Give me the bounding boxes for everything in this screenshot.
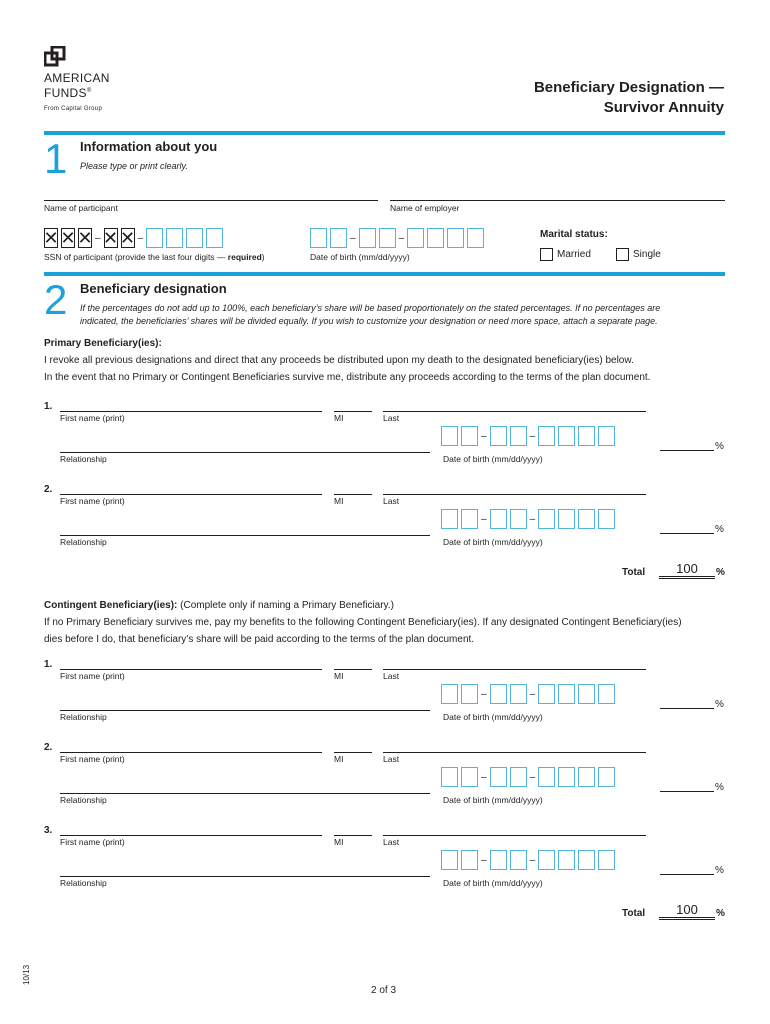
dob-dash: –	[481, 513, 487, 525]
dob-box[interactable]	[578, 509, 595, 529]
ssn-label-required: required	[227, 252, 262, 262]
mi-field[interactable]	[334, 751, 372, 753]
dob-dash: –	[398, 232, 405, 244]
dob-box[interactable]	[598, 684, 615, 704]
mi-label: MI	[334, 671, 344, 681]
dob-box[interactable]	[447, 228, 464, 248]
section2-instruction-line1: If the percentages do not add up to 100%, each beneficiary’s share will be based proportionately on the stated percentages. If no percentages are	[80, 303, 661, 313]
percent-sign: %	[715, 865, 724, 876]
contingent-total	[622, 901, 725, 923]
dob-box[interactable]	[558, 850, 575, 870]
percentage-field[interactable]	[660, 790, 714, 792]
dob-box[interactable]	[490, 767, 507, 787]
row-number: 1.	[44, 401, 53, 412]
ssn-digit-box[interactable]	[206, 228, 223, 248]
participant-dob-label: Date of birth (mm/dd/yyyy)	[310, 252, 410, 262]
first-name-field[interactable]	[60, 668, 322, 670]
section2-instruction-line2: indicated, the beneficiaries’ shares will be divided equally. If you wish to customize your designation or need more space, attach a separate page.	[80, 316, 658, 326]
marital-status-label: Marital status:	[540, 229, 608, 240]
section2-instruction	[80, 302, 660, 328]
mi-label: MI	[334, 837, 344, 847]
relationship-field[interactable]	[60, 875, 430, 877]
percent-sign: %	[715, 524, 724, 535]
dob-box[interactable]	[558, 684, 575, 704]
dob-box[interactable]	[598, 509, 615, 529]
dob-dash: –	[481, 771, 487, 783]
dob-dash: –	[481, 688, 487, 700]
last-name-label: Last	[383, 496, 400, 506]
primary-beneficiary-row	[0, 401, 770, 471]
last-name-label: Last	[383, 413, 400, 423]
ssn-masked-digit: ✕	[77, 228, 93, 248]
dob-dash: –	[350, 232, 356, 244]
dob-box[interactable]	[558, 509, 575, 529]
dob-box[interactable]	[598, 767, 615, 787]
ssn-masked-digit: ✕	[103, 228, 119, 248]
mi-field[interactable]	[334, 834, 372, 836]
ssn-dash: –	[95, 232, 101, 244]
dob-box[interactable]	[598, 850, 615, 870]
relationship-label: Relationship	[60, 537, 107, 547]
dob-box[interactable]	[461, 684, 478, 704]
first-name-label: First name (print)	[60, 413, 125, 423]
dob-box[interactable]	[441, 684, 458, 704]
contingent-beneficiary-row	[0, 742, 770, 812]
contingent-beneficiary-row	[0, 825, 770, 895]
last-name-field[interactable]	[383, 751, 646, 753]
dob-box[interactable]	[578, 684, 595, 704]
primary-line1: I revoke all previous designations and direct that any proceeds be distributed upon my death to the designated beneficiary(ies) below.	[44, 355, 634, 366]
mi-label: MI	[334, 754, 344, 764]
dob-box[interactable]	[538, 767, 555, 787]
single-option[interactable]	[616, 248, 661, 261]
mi-field[interactable]	[334, 668, 372, 670]
first-name-label: First name (print)	[60, 671, 125, 681]
contingent-total-value: 100	[676, 902, 698, 917]
beneficiary-dob-field[interactable]	[441, 767, 615, 787]
dob-label: Date of birth (mm/dd/yyyy)	[443, 795, 543, 805]
section2-rule	[44, 272, 725, 276]
dob-dash: –	[529, 513, 536, 525]
page-number: 2 of 3	[371, 985, 397, 996]
dob-box[interactable]	[558, 426, 575, 446]
ssn-dash: –	[137, 232, 144, 244]
logo-mark-icon	[44, 46, 66, 68]
dob-dash: –	[529, 771, 536, 783]
dob-box[interactable]	[510, 426, 527, 446]
first-name-label: First name (print)	[60, 754, 125, 764]
dob-box[interactable]	[578, 767, 595, 787]
primary-total-label: Total	[622, 567, 646, 578]
dob-box[interactable]	[441, 767, 458, 787]
primary-intro	[44, 335, 650, 386]
beneficiary-dob-field[interactable]	[441, 850, 615, 870]
dob-label: Date of birth (mm/dd/yyyy)	[443, 537, 543, 547]
last-name-label: Last	[383, 754, 400, 764]
dob-box[interactable]	[558, 767, 575, 787]
participant-name-field[interactable]	[44, 199, 378, 201]
ssn-digit-box[interactable]	[166, 228, 183, 248]
relationship-field[interactable]	[60, 451, 430, 453]
participant-dob-field[interactable]	[310, 228, 484, 248]
mi-label: MI	[334, 413, 344, 423]
document-title	[534, 78, 724, 118]
last-name-field[interactable]	[383, 668, 646, 670]
first-name-field[interactable]	[60, 493, 322, 495]
contingent-line1: If no Primary Beneficiary survives me, pay my benefits to the following Contingent Beneficiary(ies). If any designated Contingent Beneficiary(ies)	[44, 617, 682, 628]
dob-box[interactable]	[379, 228, 396, 248]
relationship-field[interactable]	[60, 534, 430, 536]
dob-box[interactable]	[461, 509, 478, 529]
first-name-label: First name (print)	[60, 496, 125, 506]
participant-name-label: Name of participant	[44, 203, 118, 213]
section1-rule	[44, 131, 725, 135]
beneficiary-dob-field[interactable]	[441, 509, 615, 529]
dob-box[interactable]	[490, 684, 507, 704]
mi-field[interactable]	[334, 410, 372, 412]
first-name-field[interactable]	[60, 751, 322, 753]
first-name-label: First name (print)	[60, 837, 125, 847]
ssn-label	[44, 252, 265, 262]
title-line1: Beneficiary Designation —	[533, 79, 724, 96]
section1-instruction: Please type or print clearly.	[80, 161, 188, 171]
dob-label: Date of birth (mm/dd/yyyy)	[443, 454, 543, 464]
last-name-field[interactable]	[383, 834, 646, 836]
beneficiary-dob-field[interactable]	[441, 684, 615, 704]
dob-box[interactable]	[461, 767, 478, 787]
dob-box[interactable]	[490, 426, 507, 446]
row-number: 2.	[44, 742, 53, 753]
ssn-field[interactable]	[44, 228, 223, 248]
logo-line1: AMERICAN	[44, 71, 110, 85]
relationship-field[interactable]	[60, 709, 430, 711]
relationship-label: Relationship	[60, 454, 107, 464]
percentage-field[interactable]	[660, 532, 714, 534]
dob-box[interactable]	[461, 850, 478, 870]
mi-field[interactable]	[334, 493, 372, 495]
row-number: 1.	[44, 659, 53, 670]
dob-box[interactable]	[310, 228, 327, 248]
dob-box[interactable]	[538, 684, 555, 704]
dob-box[interactable]	[598, 426, 615, 446]
dob-label: Date of birth (mm/dd/yyyy)	[443, 712, 543, 722]
contingent-intro	[44, 597, 682, 648]
primary-total	[622, 560, 725, 582]
beneficiary-dob-field[interactable]	[441, 426, 615, 446]
percentage-field[interactable]	[660, 873, 714, 875]
relationship-label: Relationship	[60, 878, 107, 888]
primary-total-value: 100	[676, 561, 698, 576]
relationship-field[interactable]	[60, 792, 430, 794]
dob-box[interactable]	[330, 228, 347, 248]
dob-label: Date of birth (mm/dd/yyyy)	[443, 878, 543, 888]
percent-sign: %	[715, 699, 724, 710]
single-label: Single	[633, 249, 661, 260]
logo-line2: FUNDS	[44, 86, 87, 100]
last-name-field[interactable]	[383, 493, 646, 495]
dob-box[interactable]	[578, 850, 595, 870]
contingent-total-field[interactable]	[659, 901, 715, 920]
dob-box[interactable]	[538, 426, 555, 446]
first-name-field[interactable]	[60, 410, 322, 412]
primary-beneficiary-row	[0, 484, 770, 554]
employer-name-label: Name of employer	[390, 203, 460, 213]
married-label: Married	[557, 249, 591, 260]
ssn-digit-box[interactable]	[146, 228, 163, 248]
dob-box[interactable]	[441, 426, 458, 446]
section1-number: 1	[44, 135, 68, 182]
last-name-label: Last	[383, 837, 400, 847]
mi-label: MI	[334, 496, 344, 506]
married-checkbox[interactable]	[540, 248, 553, 261]
contingent-heading: Contingent Beneficiary(ies):	[44, 600, 178, 611]
contingent-beneficiary-row	[0, 659, 770, 729]
dob-box[interactable]	[510, 850, 527, 870]
dob-box[interactable]	[407, 228, 424, 248]
dob-box[interactable]	[578, 426, 595, 446]
logo-text	[44, 72, 110, 116]
dob-box[interactable]	[461, 426, 478, 446]
logo	[44, 46, 66, 73]
dob-dash: –	[481, 854, 487, 866]
percentage-field[interactable]	[660, 707, 714, 709]
last-name-field[interactable]	[383, 410, 646, 412]
ssn-label-suffix: )	[261, 252, 265, 262]
relationship-label: Relationship	[60, 795, 107, 805]
ssn-digit-box[interactable]	[186, 228, 203, 248]
primary-total-unit: %	[716, 567, 725, 578]
dob-box[interactable]	[490, 850, 507, 870]
dob-box[interactable]	[490, 509, 507, 529]
employer-name-field[interactable]	[390, 199, 725, 201]
ssn-masked-digit: ✕	[120, 228, 136, 248]
ssn-masked-digit: ✕	[43, 228, 59, 248]
percent-sign: %	[715, 782, 724, 793]
dob-dash: –	[481, 430, 487, 442]
contingent-note: (Complete only if naming a Primary Beneficiary.)	[177, 600, 394, 611]
primary-total-field[interactable]	[659, 560, 715, 579]
dob-box[interactable]	[538, 850, 555, 870]
single-checkbox[interactable]	[616, 248, 629, 261]
row-number: 2.	[44, 484, 53, 495]
logo-reg: ®	[86, 88, 92, 94]
dob-dash: –	[529, 688, 536, 700]
primary-heading: Primary Beneficiary(ies):	[44, 338, 162, 349]
last-name-label: Last	[383, 671, 400, 681]
section2-title: Beneficiary designation	[80, 281, 227, 296]
section2-number: 2	[44, 276, 68, 323]
dob-box[interactable]	[441, 509, 458, 529]
dob-box[interactable]	[427, 228, 444, 248]
ssn-masked-digit: ✕	[60, 228, 76, 248]
dob-box[interactable]	[441, 850, 458, 870]
percent-sign: %	[715, 441, 724, 452]
section1-title: Information about you	[80, 139, 218, 154]
contingent-total-unit: %	[716, 908, 725, 919]
form-code: 10/13	[22, 964, 31, 985]
row-number: 3.	[44, 825, 53, 836]
dob-box[interactable]	[510, 684, 527, 704]
dob-box[interactable]	[467, 228, 484, 248]
primary-line2: In the event that no Primary or Contingent Beneficiaries survive me, distribute any proceeds according to the terms of the plan document.	[44, 372, 651, 383]
percentage-field[interactable]	[660, 449, 714, 451]
dob-box[interactable]	[510, 767, 527, 787]
dob-box[interactable]	[538, 509, 555, 529]
contingent-line2: dies before I do, that beneficiary’s share will be paid according to the terms of the plan document.	[44, 634, 475, 645]
dob-dash: –	[529, 854, 536, 866]
first-name-field[interactable]	[60, 834, 322, 836]
ssn-label-prefix: SSN of participant (provide the last four digits —	[44, 252, 228, 262]
title-line2: Survivor Annuity	[603, 99, 724, 116]
contingent-total-label: Total	[622, 908, 646, 919]
dob-box[interactable]	[510, 509, 527, 529]
married-option[interactable]	[540, 248, 591, 261]
dob-box[interactable]	[359, 228, 376, 248]
relationship-label: Relationship	[60, 712, 107, 722]
dob-dash: –	[529, 430, 536, 442]
logo-sub: From Capital Group	[44, 106, 103, 112]
